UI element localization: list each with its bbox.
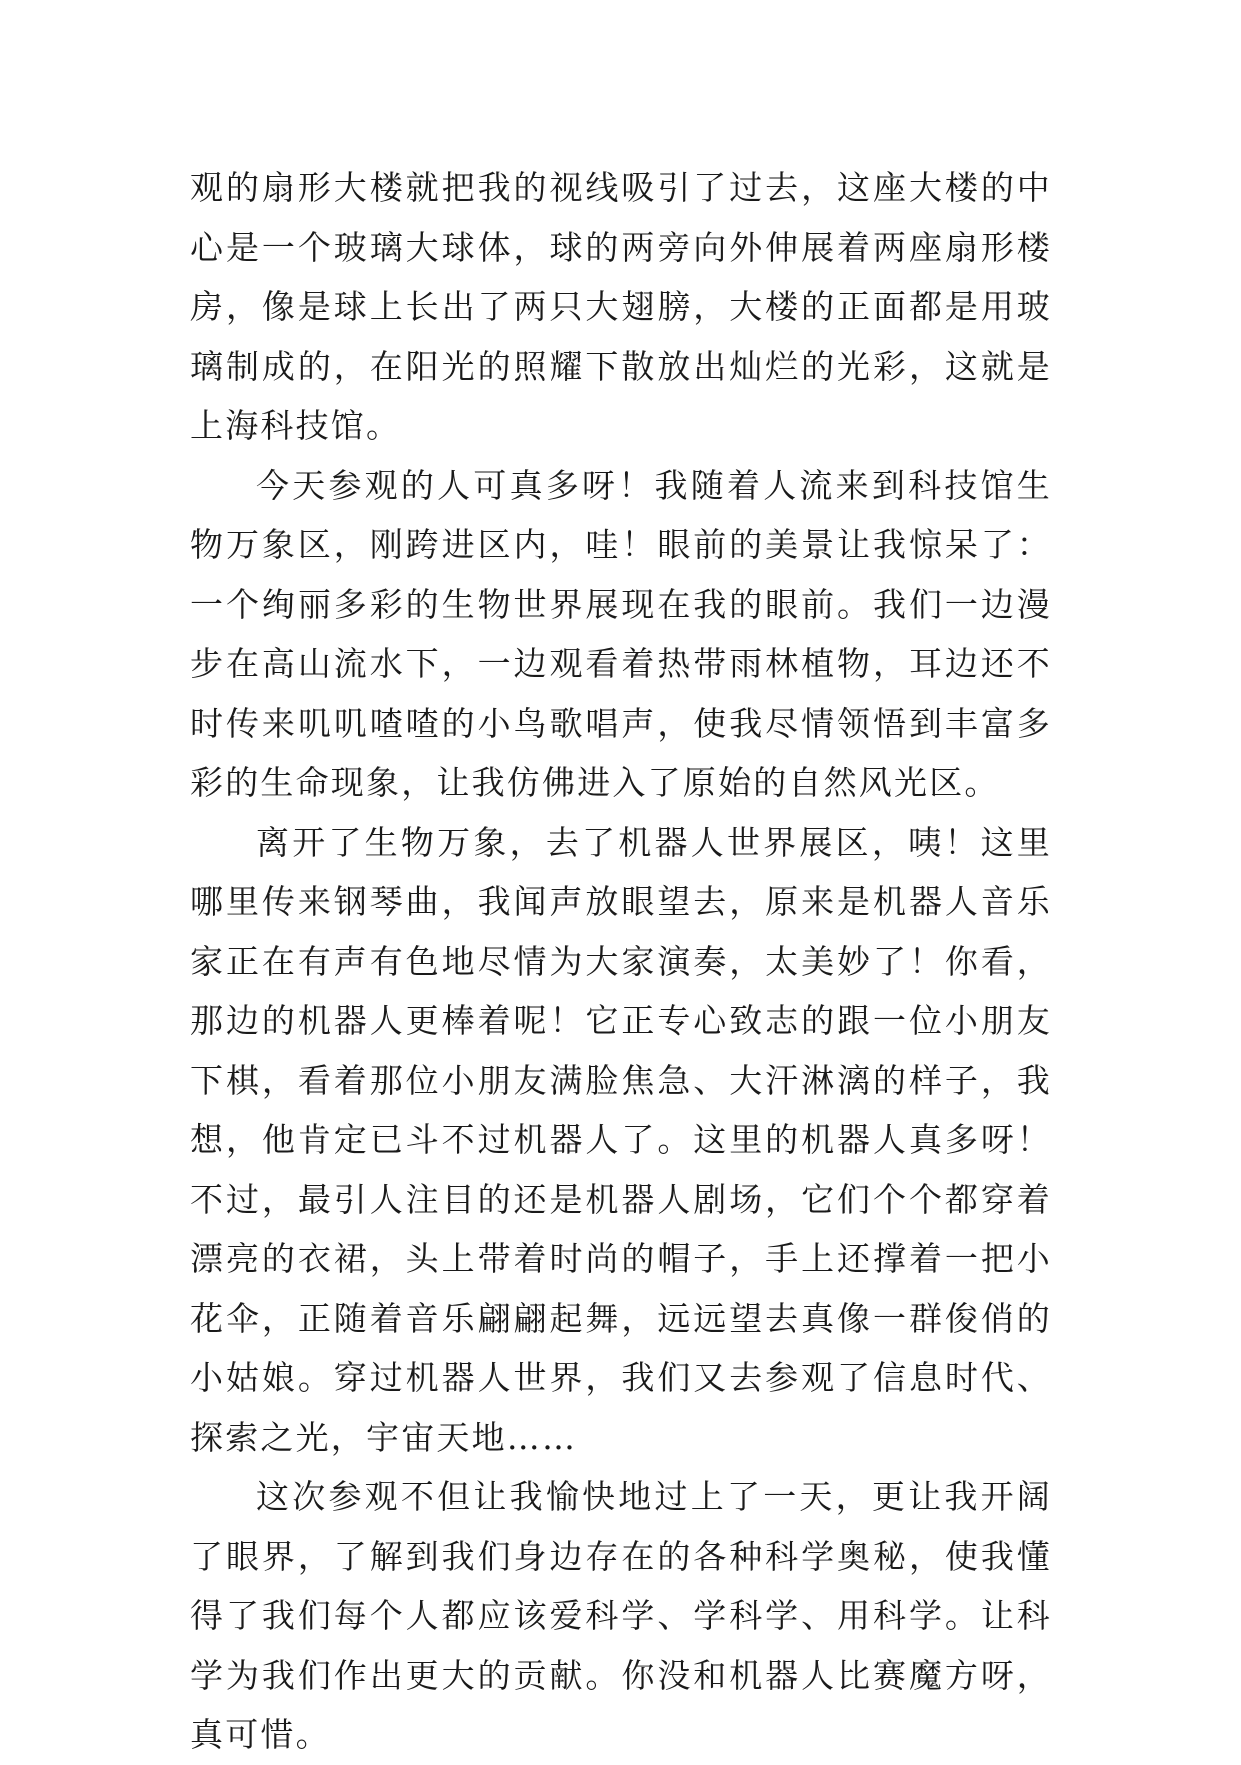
- paragraph-3: 离开了生物万象，去了机器人世界展区，咦！这里哪里传来钢琴曲，我闻声放眼望去，原来是机器人音乐家正在有声有色地尽情为大家演奏，太美妙了！你看，那边的机器人更棒着呢！它正专心致志的跟一位小朋友下棋，看着那位小朋友满脸焦急、大汗淋漓的样子，我想，他肯定已斗不过机器人了。这里的机器人真多呀！不过，最引人注目的还是机器人剧场，它们个个都穿着漂亮的衣裙，头上带着时尚的帽子，手上还撑着一把小花伞，正随着音乐翩翩起舞，远远望去真像一群俊俏的小姑娘。穿过机器人世界，我们又去参观了信息时代、探索之光，宇宙天地……: [190, 822, 1052, 1457]
- paragraph-4: 这次参观不但让我愉快地过上了一天，更让我开阔了眼界，了解到我们身边存在的各种科学奥秘，使我懂得了我们每个人都应该爱科学、学科学、用科学。让科学为我们作出更大的贡献。你没和机器人比赛魔方呀，真可惜。: [190, 1477, 1052, 1754]
- paragraph-2: 今天参观的人可真多呀！我随着人流来到科技馆生物万象区，刚跨进区内，哇！眼前的美景让我惊呆了：一个绚丽多彩的生物世界展现在我的眼前。我们一边漫步在高山流水下，一边观看着热带雨林植物，耳边还不时传来叽叽喳喳的小鸟歌唱声，使我尽情领悟到丰富多彩的生命现象，让我仿佛进入了原始的自然风光区。: [190, 465, 1052, 802]
- paragraph-1: 观的扇形大楼就把我的视线吸引了过去，这座大楼的中心是一个玻璃大球体，球的两旁向外伸展着两座扇形楼房，像是球上长出了两只大翅膀，大楼的正面都是用玻璃制成的，在阳光的照耀下散放出灿烂的光彩，这就是上海科技馆。: [190, 168, 1052, 445]
- essay-body: [190, 158, 1052, 1765]
